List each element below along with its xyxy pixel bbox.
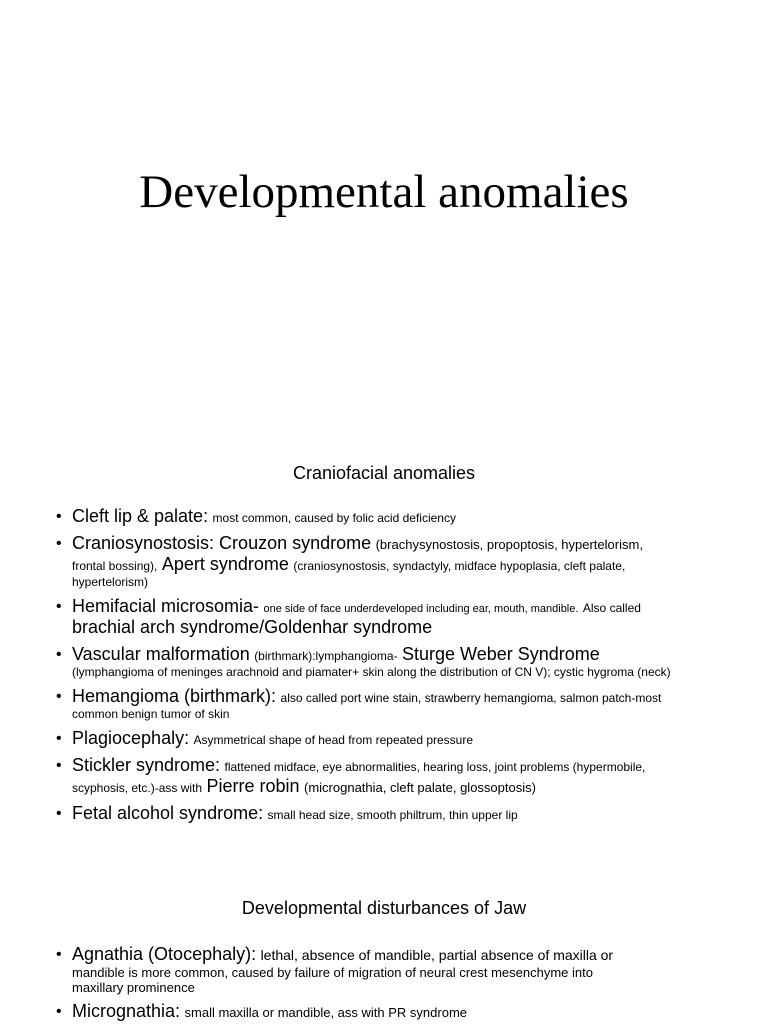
section-heading-jaw: Developmental disturbances of Jaw — [241, 898, 527, 918]
item-desc: (birthmark):lymphangioma- — [254, 649, 398, 663]
item-desc: mandible is more common, caused by failure of migration of neural crest mesenchyme into — [72, 965, 593, 980]
list-item — [56, 944, 716, 995]
item-desc: common benign tumor of skin — [72, 707, 230, 721]
bullet-icon: • — [56, 508, 62, 525]
item-name: Vascular malformation — [72, 644, 250, 664]
item-name: Hemifacial microsomia- — [72, 596, 260, 616]
bullet-icon: • — [56, 598, 62, 615]
list-item — [56, 686, 716, 722]
item-name: Craniosynostosis: Crouzon syndrome — [72, 533, 372, 553]
item-desc: most common, caused by folic acid deficiency — [212, 511, 456, 525]
item-desc: frontal bossing), — [72, 559, 158, 573]
list-item — [56, 755, 716, 797]
item-name: Micrognathia: — [72, 1001, 181, 1021]
item-desc: hypertelorism) — [72, 575, 149, 589]
item-name: Sturge Weber Syndrome — [402, 644, 600, 664]
item-name: Plagiocephaly: — [72, 728, 190, 748]
item-desc: (micrognathia, cleft palate, glossoptosis) — [304, 780, 536, 795]
list-item — [56, 533, 716, 590]
list-item — [56, 728, 716, 749]
page-title: Developmental anomalies — [139, 166, 629, 218]
bullet-icon: • — [56, 805, 62, 822]
item-desc: one side of face underdeveloped including ear, mouth, mandible. — [263, 603, 579, 615]
bullet-icon: • — [56, 646, 62, 663]
item-desc: lethal, absence of mandible, partial absence of maxilla or — [260, 947, 614, 963]
jaw-list — [56, 944, 716, 1028]
item-desc: (craniosynostosis, syndactyly, midface hypoplasia, cleft palate, — [293, 559, 626, 573]
bullet-icon: • — [56, 946, 62, 963]
item-desc: also called port wine stain, strawberry hemangioma, salmon patch-most — [280, 691, 662, 705]
item-desc: (brachysynostosis, propoptosis, hypertelorism, — [375, 537, 643, 552]
craniofacial-list — [56, 506, 716, 830]
list-item — [56, 596, 716, 638]
item-desc: Also called — [582, 601, 641, 615]
item-name: Hemangioma (birthmark): — [72, 686, 277, 706]
item-name: Agnathia (Otocephaly): — [72, 944, 257, 964]
bullet-icon: • — [56, 1003, 62, 1020]
item-desc: maxillary prominence — [72, 980, 195, 995]
list-item — [56, 1001, 716, 1022]
item-name: Fetal alcohol syndrome: — [72, 803, 264, 823]
section-heading-craniofacial: Craniofacial anomalies — [292, 463, 476, 483]
list-item — [56, 803, 716, 824]
item-desc: Asymmetrical shape of head from repeated pressure — [193, 733, 474, 747]
item-desc: scyphosis, etc.)-ass with — [72, 781, 203, 795]
list-item — [56, 506, 716, 527]
item-name: brachial arch syndrome/Goldenhar syndrome — [72, 617, 433, 637]
bullet-icon: • — [56, 757, 62, 774]
item-desc: small maxilla or mandible, ass with PR syndrome — [184, 1005, 467, 1020]
item-name: Stickler syndrome: — [72, 755, 221, 775]
item-desc: flattened midface, eye abnormalities, hearing loss, joint problems (hypermobile, — [224, 760, 646, 774]
bullet-icon: • — [56, 730, 62, 747]
item-name: Apert syndrome — [161, 554, 289, 574]
item-name: Pierre robin — [206, 776, 300, 796]
item-name: Cleft lip & palate: — [72, 506, 209, 526]
bullet-icon: • — [56, 535, 62, 552]
list-item — [56, 644, 716, 680]
item-desc: (lymphangioma of meninges arachnoid and piamater+ skin along the distribution of CN V); cystic hygroma (neck) — [72, 665, 671, 679]
item-desc: small head size, smooth philtrum, thin upper lip — [267, 808, 518, 822]
bullet-icon: • — [56, 688, 62, 705]
